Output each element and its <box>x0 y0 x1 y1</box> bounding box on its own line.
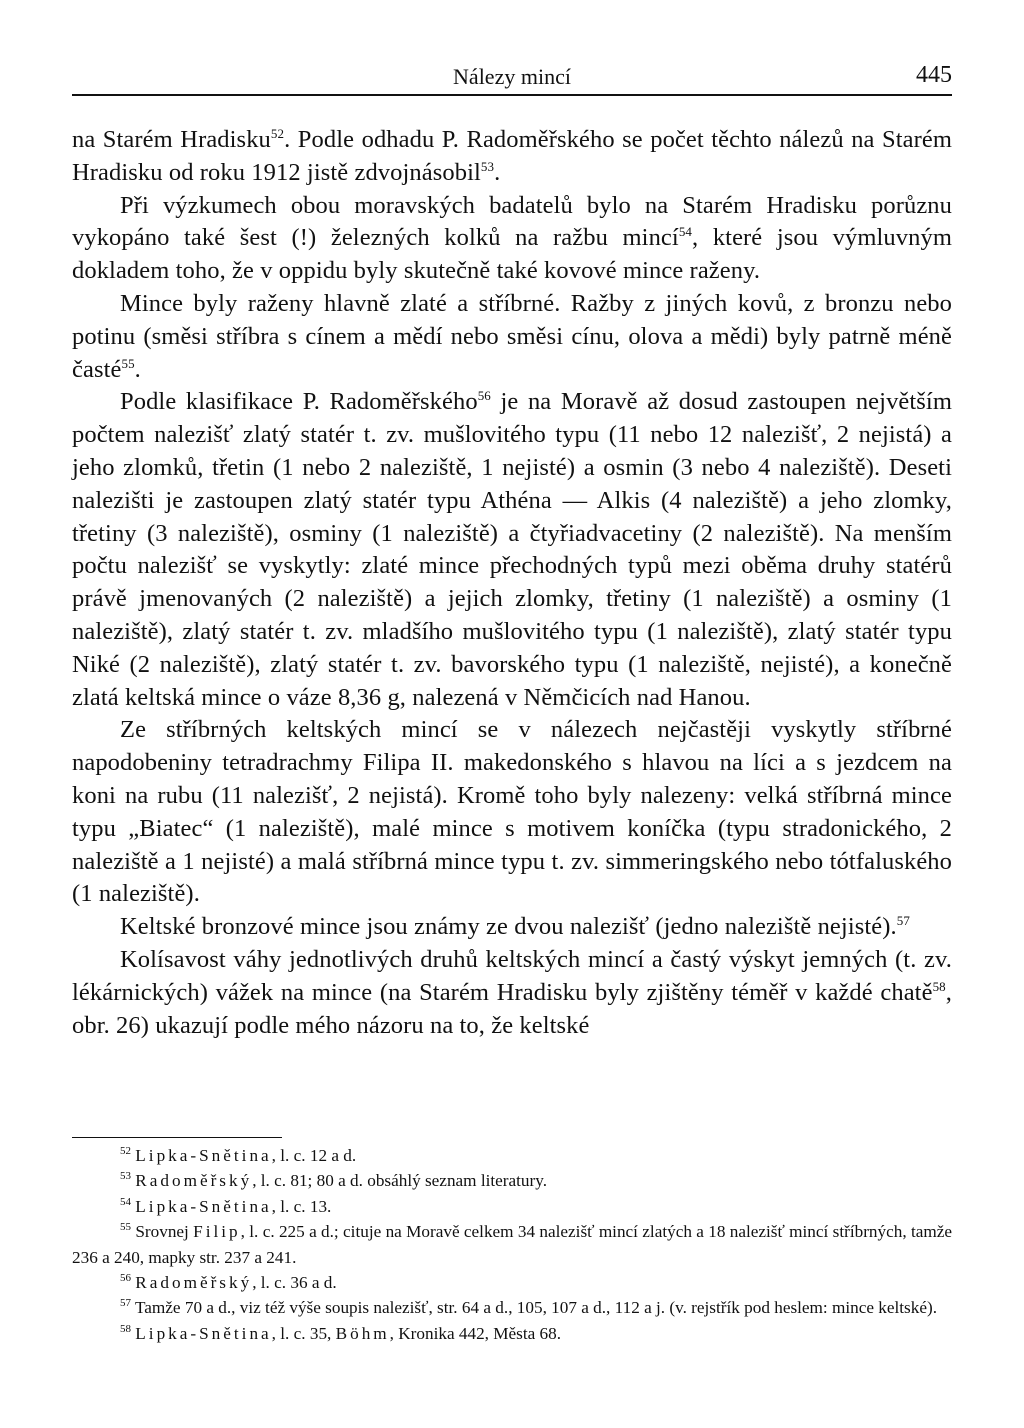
author-name: Radoměřský <box>135 1171 253 1191</box>
text-run: je na Moravě až dosud zastoupen největším počtem nalezišť zlatý statér t. zv. mušlovitého typu (11 nebo 12 nalezišť, 2 nejistá) a jeho zlomků, třetin (1 nebo 2 naleziště, 1 nejisté) a osmin (3 nebo 4 naleziště). Deseti nalezišti je zastoupen zlatý statér typu Athéna — Alkis (4 naleziště) a jeho zlomky, třetiny (3 naleziště), osminy (1 naleziště) a čtyřiadvacetiny (2 naleziště). Na menším počtu nalezišť se vyskytly: zlaté mince přechodných typů mezi oběma druhy statérů právě jmenovaných (2 naleziště) a jejich zlomky, třetiny (1 naleziště) a osminy (1 naleziště), zlatý statér t. zv. mladšího mušlovitého typu (1 naleziště), zlatý statér typu Niké (2 naleziště), zlatý statér t. zv. bavorského typu (1 naleziště, nejisté), a konečně zlatá keltská mince o váze 8,36 g, nalezená v Němčicích nad Hanou. <box>72 388 952 711</box>
text-run: , l. c. 35, <box>271 1323 336 1343</box>
author-name: Böhm <box>335 1323 390 1343</box>
text-run: Při výzkumech obou moravských badatelů bylo na Starém Hradisku porůznu vykopáno také šest (!) železných kolků na ražbu mincí <box>72 191 952 252</box>
footnote-ref: 55 <box>121 355 135 371</box>
text-run: Srovnej <box>135 1222 194 1242</box>
text-run: , Kronika 442, Města 68. <box>389 1323 562 1343</box>
main-text <box>72 124 952 1042</box>
author-name: Lipka-Snětina <box>135 1196 272 1216</box>
paragraph <box>72 190 952 288</box>
footnote-number: 57 <box>120 1297 131 1310</box>
paragraph <box>72 386 952 714</box>
text-run: , l. c. 81; 80 a d. obsáhlý seznam literatury. <box>252 1171 548 1191</box>
running-title: Nálezy mincí <box>453 64 571 89</box>
footnote <box>72 1270 952 1295</box>
paragraph <box>72 944 952 1042</box>
text-run: Tamže 70 a d., viz též výše soupis nalezišť, str. 64 a d., 105, 107 a d., 112 a j. (v. rejstřík pod heslem: mince keltské). <box>135 1298 937 1318</box>
footnote-number: 58 <box>120 1322 131 1335</box>
paragraph <box>72 288 952 386</box>
text-run: Keltské bronzové mince jsou známy ze dvou nalezišť (jedno naleziště nejisté). <box>120 913 897 941</box>
footnote-ref: 53 <box>480 158 495 174</box>
text-run: . Podle odhadu P. Radoměřského se počet těchto nálezů na Starém Hradisku od roku 1912 jistě zdvojnásobil <box>72 126 953 186</box>
footnote-number: 52 <box>120 1145 131 1157</box>
footnote <box>72 1194 952 1219</box>
footnote <box>72 1168 952 1193</box>
text-run: , obr. 26) ukazují podle mého názoru na to, že keltské <box>72 978 952 1039</box>
footnote <box>72 1219 952 1270</box>
page-number: 445 <box>916 62 952 88</box>
running-header <box>72 62 952 96</box>
text-run: . <box>134 355 141 383</box>
text-run: , l. c. 36 a d. <box>252 1273 337 1293</box>
footnote-number: 54 <box>120 1195 131 1208</box>
footnote-ref: 58 <box>932 978 946 994</box>
text-run: Kolísavost váhy jednotlivých druhů keltských mincí a častý výskyt jemných (t. zv. lékárnických) vážek na mince (na Starém Hradisku byly zjištěny téměř v každé chatě <box>72 945 952 1006</box>
text-run: na Starém Hradisku <box>72 126 271 153</box>
footnote-ref: 57 <box>896 913 910 929</box>
author-name: Filip <box>193 1222 241 1242</box>
footnote-number: 56 <box>120 1272 131 1285</box>
text-run: Mince byly raženy hlavně zlaté a stříbrné. Ražby z jiných kovů, z bronzu nebo potinu (směsi stříbra s cínem a mědí nebo směsi cínu, olova a mědi) byly patrně méně časté <box>72 289 952 383</box>
author-name: Lipka-Snětina <box>135 1323 272 1343</box>
paragraph <box>72 714 952 911</box>
text-run: , které jsou výmluvným dokladem toho, že v oppidu byly skutečně také kovové mince raženy. <box>72 224 952 285</box>
paragraph <box>72 911 952 944</box>
footnote-ref: 52 <box>270 126 285 141</box>
author-name: Radoměřský <box>135 1273 253 1293</box>
footnote-ref: 56 <box>477 388 491 404</box>
footnote-number: 55 <box>120 1221 131 1234</box>
text-run: Ze stříbrných keltských mincí se v nálezech nejčastěji vyskytly stříbrné napodobeniny tetradrachmy Filipa II. makedonského s hlavou na líci a s jezdcem na koni na rubu (11 nalezišť, 2 nejistá). Kromě toho byly nalezeny: velká stříbrná mince typu „Biatec“ (1 naleziště), malé mince s motivem koníčka (typu stradonického, 2 naleziště a 1 nejisté) a malá stříbrná mince typu t. zv. simmeringského nebo tótfaluského (1 naleziště). <box>72 716 952 908</box>
footnote-ref: 54 <box>678 224 693 240</box>
footnote-number: 53 <box>120 1170 131 1183</box>
author-name: Lipka-Snětina <box>135 1146 272 1165</box>
text-run: , l. c. 13. <box>271 1196 332 1216</box>
text-run: Podle klasifikace P. Radoměřského <box>120 388 478 416</box>
footnote-rule <box>72 1137 282 1138</box>
text-run: . <box>494 158 501 186</box>
text-run: , l. c. 225 a d.; cituje na Moravě celkem 34 nalezišť mincí zlatých a 18 nalezišť mincí stříbrných, tamže 236 a 240, mapky str. 237 a 241. <box>72 1222 952 1267</box>
footnote <box>72 1321 952 1346</box>
footnotes <box>72 1143 952 1346</box>
text-run: , l. c. 12 a d. <box>271 1146 357 1165</box>
footnote <box>72 1143 952 1168</box>
footnote <box>72 1295 952 1320</box>
paragraph <box>72 124 952 190</box>
